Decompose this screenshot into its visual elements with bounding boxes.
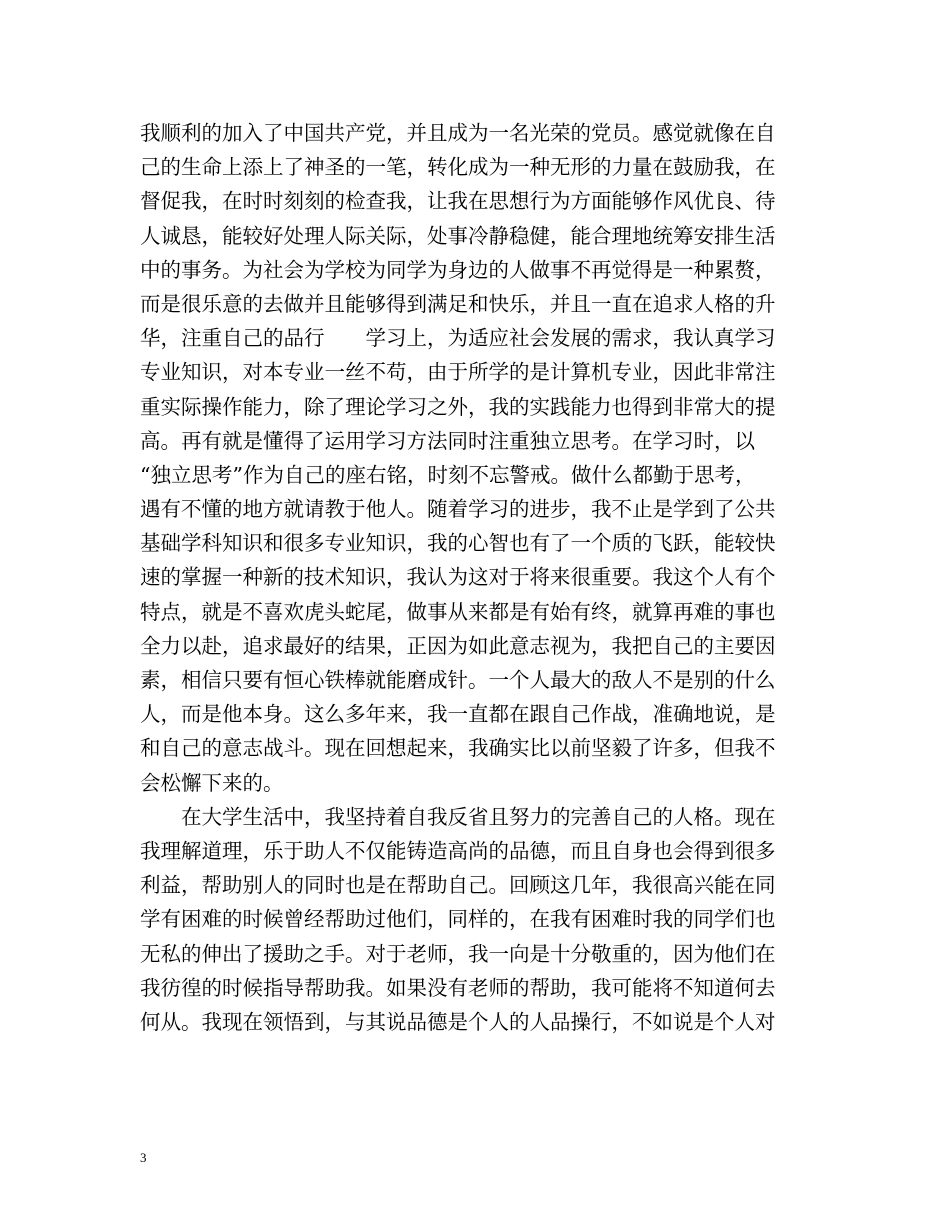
body-text	[140, 116, 820, 1039]
text-line: 重实际操作能力，除了理论学习之外，我的实践能力也得到非常大的提	[140, 394, 776, 419]
text-line: 素，相信只要有恒心铁棒就能磨成针。一个人最大的敌人不是别的什么	[140, 668, 776, 692]
text-line: 专业知识，对本专业一丝不苟，由于所学的是计算机专业，因此非常注	[140, 360, 776, 385]
text-line: 会松懈下来的。	[140, 770, 284, 795]
text-line: 遇有不懂的地方就请教于他人。随着学习的进步，我不止是学到了公共	[140, 497, 776, 522]
text-line: 基础学科知识和很多专业知识，我的心智也有了一个质的飞跃，能较快	[140, 531, 776, 556]
text-line: 全力以赴，追求最好的结果，正因为如此意志视为，我把自己的主要因	[140, 633, 776, 658]
text-line: 特点，就是不喜欢虎头蛇尾，做事从来都是有始有终，就算再难的事也	[140, 599, 776, 624]
text-line: “独立思考”作为自己的座右铭，时刻不忘警戒。做什么都勤于思考，	[140, 462, 756, 487]
text-line: 中的事务。为社会为学校为同学为身边的人做事不再觉得是一种累赘，	[140, 257, 776, 282]
text-line: 我理解道理，乐于助人不仅能铸造高尚的品德，而且自身也会得到很多	[140, 838, 776, 863]
text-line: 华，注重自己的品行 学习上，为适应社会发展的需求，我认真学习	[140, 326, 776, 351]
text-line: 我顺利的加入了中国共产党，并且成为一名光荣的党员。感觉就像在自	[140, 121, 776, 145]
text-line: 速的掌握一种新的技术知识，我认为这对于将来很重要。我这个人有个	[140, 565, 776, 590]
text-line: 我彷徨的时候指导帮助我。如果没有老师的帮助，我可能将不知道何去	[140, 975, 776, 1000]
text-line: 人，而是他本身。这么多年来，我一直都在跟自己作战，准确地说，是	[140, 702, 776, 727]
text-line: 己的生命上添上了神圣的一笔，转化成为一种无形的力量在鼓励我，在	[140, 155, 776, 180]
text-line: 在大学生活中，我坚持着自我反省且努力的完善自己的人格。现在	[140, 804, 776, 829]
text-line: 人诚恳，能较好处理人际关际，处事冷静稳健，能合理地统筹安排生活	[140, 223, 776, 248]
text-line: 和自己的意志战斗。现在回想起来，我确实比以前坚毅了许多，但我不	[140, 736, 776, 761]
text-line: 利益，帮助别人的同时也是在帮助自己。回顾这几年，我很高兴能在同	[140, 873, 776, 898]
text-line: 高。再有就是懂得了运用学习方法同时注重独立思考。在学习时，以	[140, 428, 755, 453]
text-line: 而是很乐意的去做并且能够得到满足和快乐，并且一直在追求人格的升	[140, 291, 776, 316]
text-line: 无私的伸出了援助之手。对于老师，我一向是十分敬重的，因为他们在	[140, 941, 776, 966]
text-line: 督促我，在时时刻刻的检查我，让我在思想行为方面能够作风优良、待	[140, 189, 776, 214]
text-line: 何从。我现在领悟到，与其说品德是个人的人品操行，不如说是个人对	[140, 1009, 776, 1034]
page-number: 3	[140, 1150, 147, 1165]
text-line: 学有困难的时候曾经帮助过他们，同样的，在我有困难时我的同学们也	[140, 907, 776, 932]
